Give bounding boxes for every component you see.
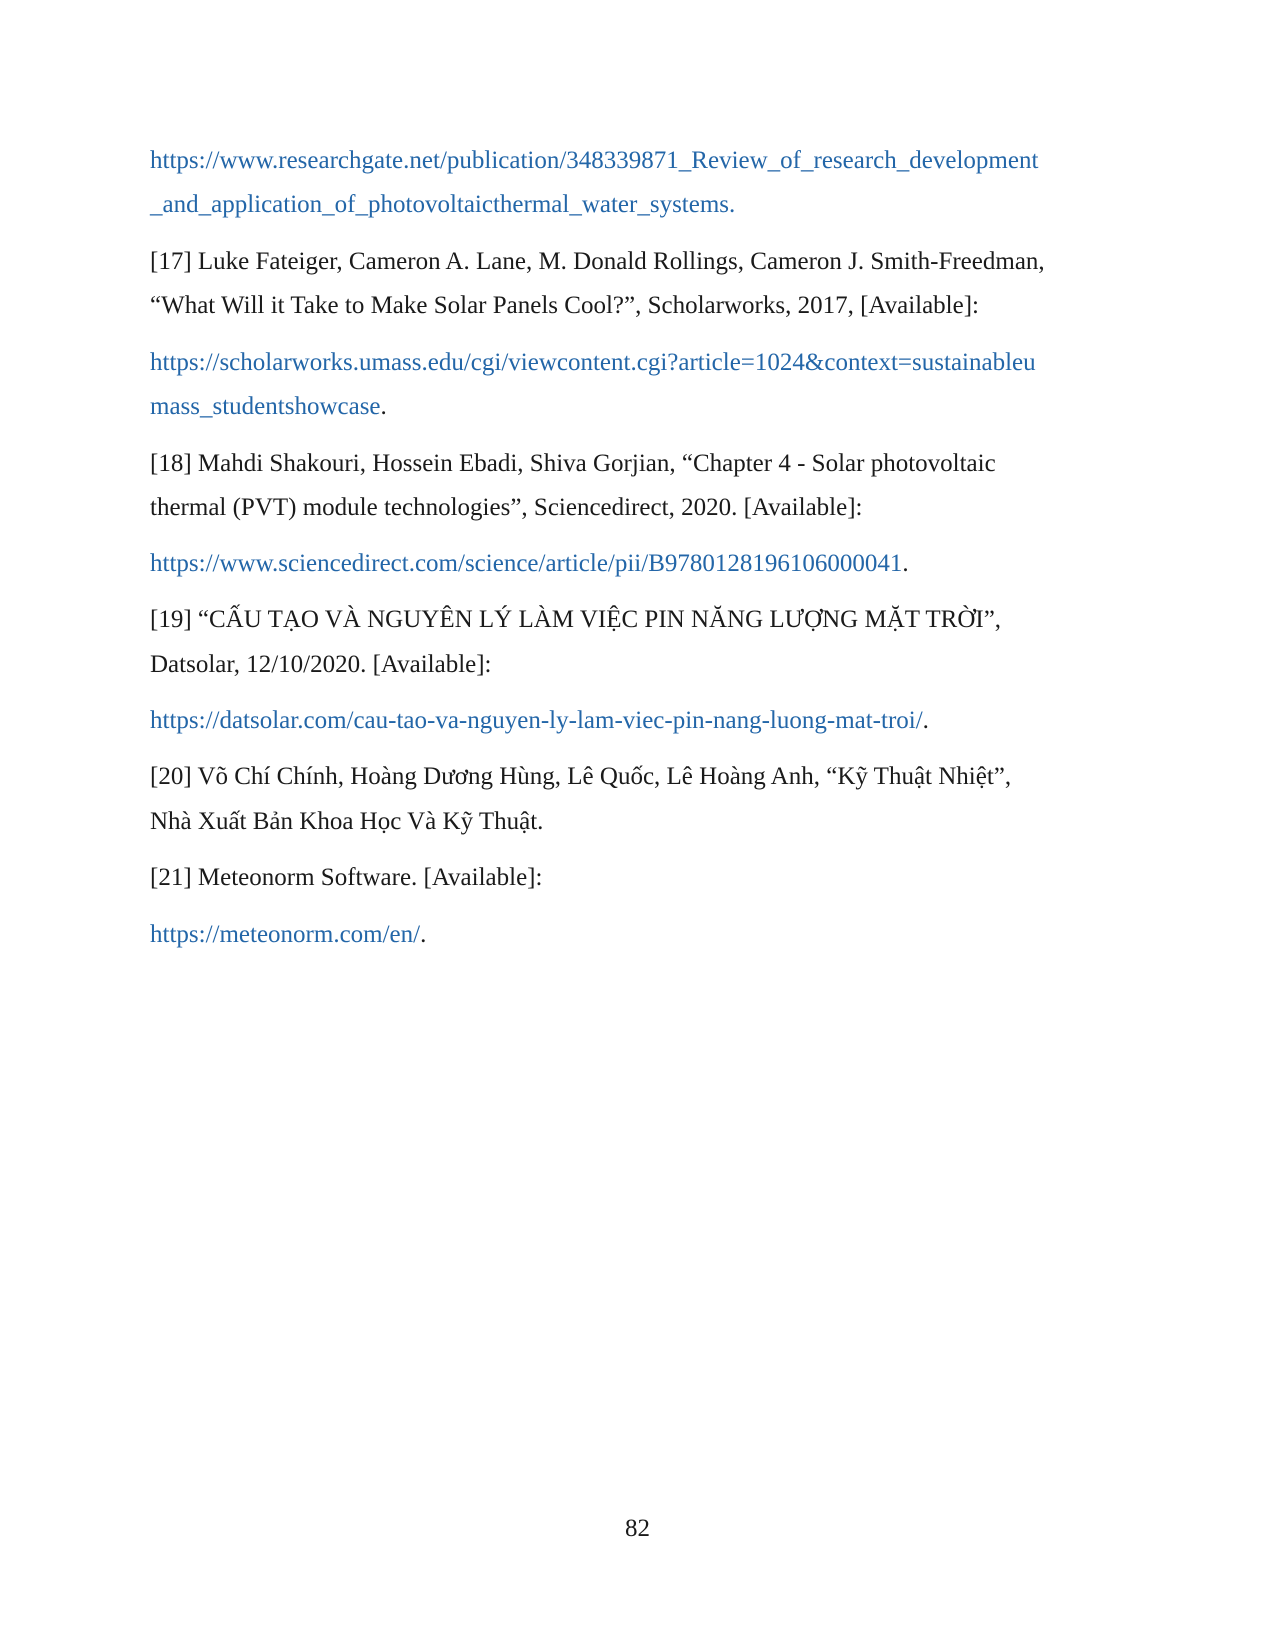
- ref16-url-line2[interactable]: [150, 190, 735, 220]
- ref20-line2: Nhà Xuất Bản Khoa Học Và Kỹ Thuật.: [150, 808, 544, 835]
- ref19-link[interactable]: https://datsolar.com/cau-tao-va-nguyen-ly-lam-viec-pin-nang-luong-mat-troi/: [150, 707, 923, 734]
- ref20-line1: [20] Võ Chí Chính, Hoàng Dương Hùng, Lê Quốc, Lê Hoàng Anh, “Kỹ Thuật Nhiệt”,: [150, 763, 1012, 790]
- ref17-line2: “What Will it Take to Make Solar Panels Cool?”, Scholarworks, 2017, [Available]:: [150, 292, 979, 319]
- ref18-line1: [18] Mahdi Shakouri, Hossein Ebadi, Shiva Gorjian, “Chapter 4 - Solar photovoltaic: [150, 450, 996, 477]
- ref18-line2: thermal (PVT) module technologies”, Sciencedirect, 2020. [Available]:: [150, 494, 863, 521]
- ref21-link[interactable]: https://meteonorm.com/en/: [150, 921, 421, 948]
- ref17-end-period: .: [380, 393, 387, 420]
- ref17-link-part1[interactable]: https://scholarworks.umass.edu/cgi/viewcontent.cgi?article=1024&context=sustainableu: [150, 349, 1036, 376]
- ref16-end-period: .: [729, 191, 736, 218]
- ref17-url-line2[interactable]: [150, 392, 387, 422]
- ref21-end-period: .: [420, 921, 427, 948]
- ref16-url-line1[interactable]: [150, 146, 1038, 176]
- ref18-end-period: .: [902, 550, 909, 577]
- ref19-end-period: .: [922, 707, 929, 734]
- ref16-link-part2[interactable]: _and_application_of_photovoltaicthermal_water_systems: [150, 191, 730, 218]
- ref21-line1: [21] Meteonorm Software. [Available]:: [150, 864, 543, 891]
- ref21-url-line[interactable]: [150, 920, 426, 950]
- ref18-link[interactable]: https://www.sciencedirect.com/science/article/pii/B9780128196106000041: [150, 550, 903, 577]
- ref18-url-line[interactable]: [150, 549, 909, 579]
- ref17-link-part2[interactable]: mass_studentshowcase: [150, 393, 381, 420]
- ref17-url-line1[interactable]: [150, 348, 1036, 378]
- ref17-line1: [17] Luke Fateiger, Cameron A. Lane, M. Donald Rollings, Cameron J. Smith-Freedman,: [150, 248, 1045, 275]
- page-number: 82: [625, 1515, 650, 1542]
- ref16-link-part1[interactable]: https://www.researchgate.net/publication/348339871_Review_of_research_development: [150, 147, 1039, 174]
- ref19-line1: [19] “CẤU TẠO VÀ NGUYÊN LÝ LÀM VIỆC PIN NĂNG LƯỢNG MẶT TRỜI”,: [150, 606, 1002, 633]
- ref19-url-line[interactable]: [150, 706, 929, 736]
- ref19-line2: Datsolar, 12/10/2020. [Available]:: [150, 651, 492, 678]
